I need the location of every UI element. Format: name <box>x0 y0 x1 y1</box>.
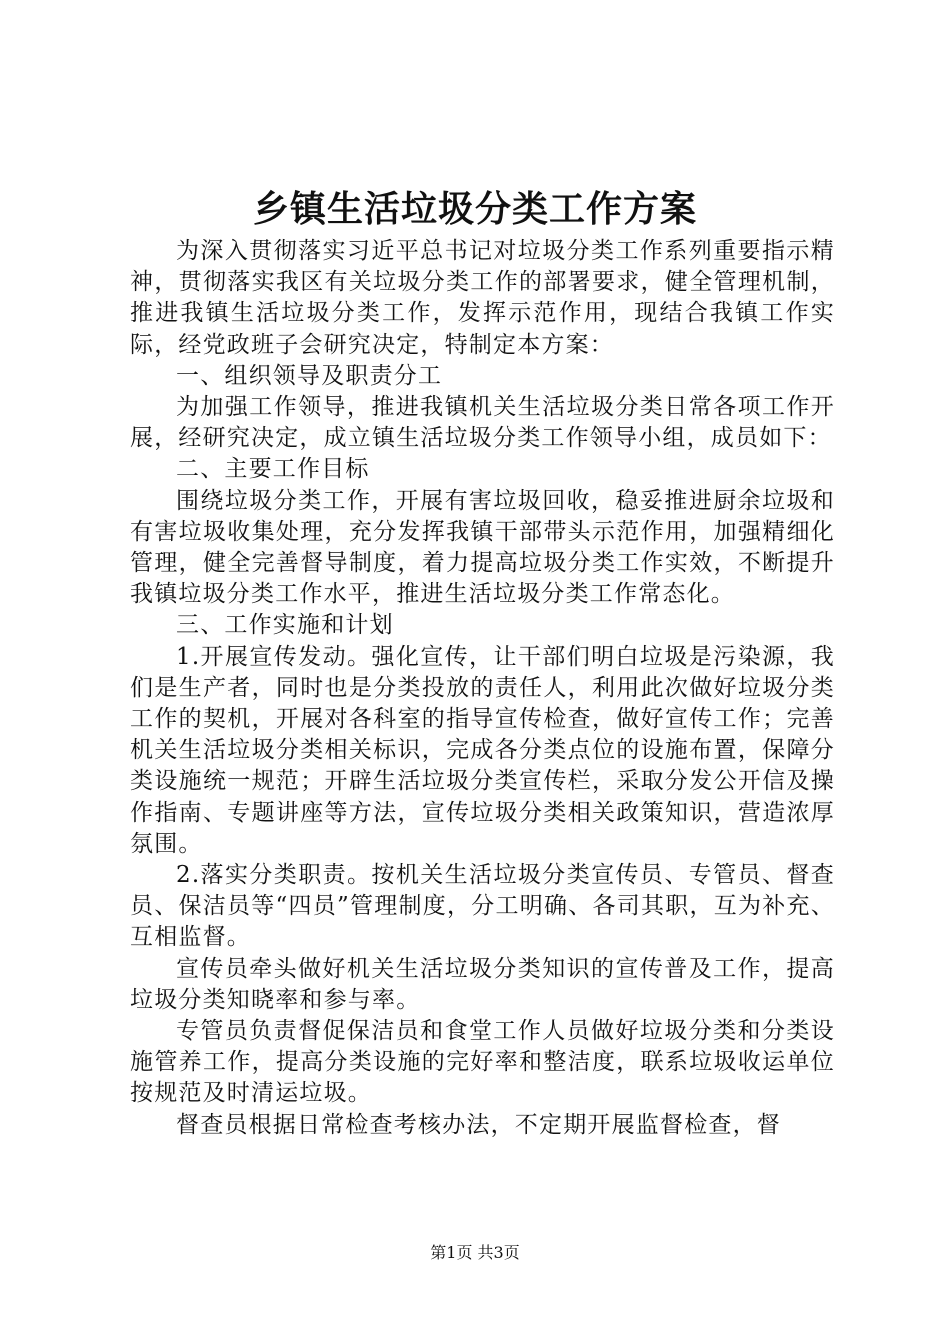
paragraph: 宣传员牵头做好机关生活垃圾分类知识的宣传普及工作，提高垃圾分类知晓率和参与率。 <box>130 955 835 1013</box>
paragraph: 督查员根据日常检查考核办法，不定期开展监督检查，督 <box>176 1111 781 1138</box>
section-heading-3: 三、工作实施和计划 <box>176 612 394 639</box>
paragraph: 围绕垃圾分类工作，开展有害垃圾回收，稳妥推进厨余垃圾和有害垃圾收集处理，充分发挥我镇干部带头示范作用，加强精细化管理，健全完善督导制度，着力提高垃圾分类工作实效，不断提升我镇垃圾分类工作水平，推进生活垃圾分类工作常态化。 <box>130 487 835 608</box>
paragraph: 专管员负责督促保洁员和食堂工作人员做好垃圾分类和分类设施管养工作，提高分类设施的完好率和整洁度，联系垃圾收运单位按规范及时清运垃圾。 <box>130 1018 835 1107</box>
document-title: 乡镇生活垃圾分类工作方案 <box>252 189 697 230</box>
paragraph: 为加强工作领导，推进我镇机关生活垃圾分类日常各项工作开展，经研究决定，成立镇生活垃圾分类工作领导小组，成员如下： <box>130 394 835 452</box>
paragraph: 2.落实分类职责。按机关生活垃圾分类宣传员、专管员、督查员、保洁员等“四员”管理制度，分工明确、各司其职，互为补充、互相监督。 <box>130 862 835 951</box>
document-body <box>130 236 835 1141</box>
paragraph: 1.开展宣传发动。强化宣传，让干部们明白垃圾是污染源，我们是生产者，同时也是分类投放的责任人，利用此次做好垃圾分类工作的契机，开展对各科室的指导宣传检查，做好宣传工作；完善机关生活垃圾分类相关标识，完成各分类点位的设施布置，保障分类设施统一规范；开辟生活垃圾分类宣传栏，采取分发公开信及操作指南、专题讲座等方法，宣传垃圾分类相关政策知识，营造浓厚氛围。 <box>130 643 835 857</box>
page-footer: 第1页 共3页 <box>430 1243 520 1262</box>
section-heading-2: 二、主要工作目标 <box>176 456 370 483</box>
section-heading-1: 一、组织领导及职责分工 <box>176 362 443 389</box>
paragraph-intro: 为深入贯彻落实习近平总书记对垃圾分类工作系列重要指示精神，贯彻落实我区有关垃圾分类工作的部署要求，健全管理机制，推进我镇生活垃圾分类工作，发挥示范作用，现结合我镇工作实际，经党政班子会研究决定，特制定本方案： <box>130 238 835 358</box>
